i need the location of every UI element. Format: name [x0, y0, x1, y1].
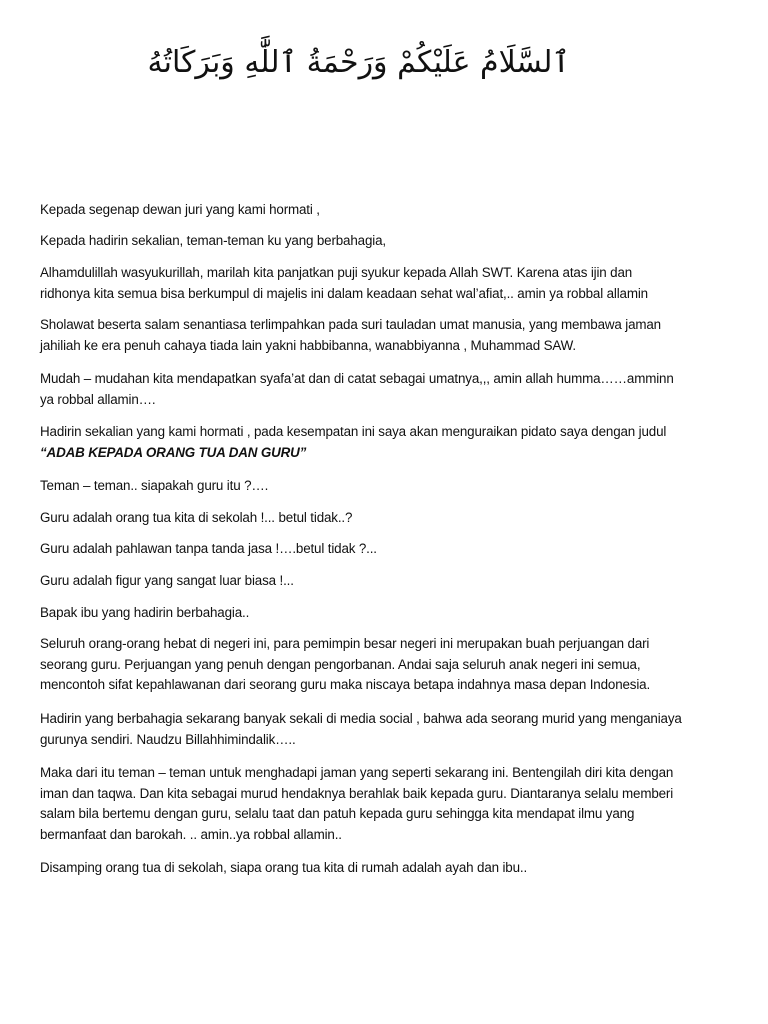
paragraph-parents-home	[40, 858, 740, 879]
text-line: Hadirin sekalian yang kami hormati , pada kesempatan ini saya akan menguraikan pidato saya dengan judul	[40, 424, 667, 439]
text-line: mencontoh sifat kepahlawanan dari seorang guru maka niscaya betapa indahnya masa depan Indonesia.	[40, 677, 651, 692]
text-line: seorang guru. Perjuangan yang penuh dengan pengorbanan. Andai saja seluruh anak negeri ini semua,	[40, 656, 641, 672]
text-line: Seluruh orang-orang hebat di negeri ini, para pemimpin besar negeri ini merupakan buah perjuangan dari	[40, 636, 650, 651]
text-line: Maka dari itu teman – teman untuk menghadapi jaman yang seperti sekarang ini. Bentengilah diri kita dengan	[40, 765, 674, 780]
paragraph-salutation-audience	[40, 231, 740, 252]
paragraph-sholawat	[40, 315, 740, 356]
text-line: Guru adalah pahlawan tanpa tanda jasa !….betul tidak ?...	[40, 541, 377, 556]
text-line: Kepada segenap dewan juri yang kami hormati ,	[40, 202, 320, 217]
paragraph-social-media	[40, 709, 740, 750]
text-line: Kepada hadirin sekalian, teman-teman ku yang berbahagia,	[40, 233, 386, 248]
paragraph-gratitude	[40, 263, 740, 304]
text-line: Sholawat beserta salam senantiasa terlimpahkan pada suri tauladan umat manusia, yang membawa jaman	[40, 317, 661, 332]
paragraph-guru-figure	[40, 571, 740, 592]
paragraph-guru-parent	[40, 508, 740, 529]
text-line: Disamping orang tua di sekolah, siapa orang tua kita di rumah adalah ayah dan ibu..	[40, 860, 528, 875]
paragraph-address	[40, 603, 740, 624]
paragraph-guru-hero	[40, 539, 740, 560]
text-line: iman dan taqwa. Dan kita sebagai murud hendaknya berahlak baik kepada guru. Diantaranya selalu memberi	[40, 785, 674, 801]
text-line: Teman – teman.. siapakah guru itu ?….	[40, 478, 269, 493]
text-line: Guru adalah figur yang sangat luar biasa !...	[40, 573, 294, 588]
text-line: Guru adalah orang tua kita di sekolah !... betul tidak..?	[40, 510, 353, 525]
paragraph-salutation-jury	[40, 200, 740, 221]
text-line: ridhonya kita semua bisa berkumpul di majelis ini dalam keadaan sehat wal’afiat,.. amin ya robbal allamin	[40, 285, 648, 301]
arabic-greeting-calligraphy: ٱلسَّلَامُ عَلَيْكُمْ وَرَحْمَةُ ٱللَّٰهِ وَبَرَكَاتُهُ	[147, 45, 570, 80]
text-line: salam bila bertemu dengan guru, selalu taat dan patuh kepada guru sehingga kita mendapat ilmu yang	[40, 806, 635, 821]
paragraph-question	[40, 476, 740, 497]
speech-title: “ADAB KEPADA ORANG TUA DAN GURU”	[40, 444, 307, 460]
paragraph-syafaat	[40, 369, 740, 410]
paragraph-speech-intro	[40, 422, 740, 463]
text-line: Bapak ibu yang hadirin berbahagia..	[40, 605, 250, 620]
paragraph-great-people	[40, 634, 740, 696]
text-line: Hadirin yang berbahagia sekarang banyak sekali di media social , bahwa ada seorang murid yang menganiaya	[40, 711, 682, 726]
paragraph-advice	[40, 763, 740, 845]
text-line: Alhamdulillah wasyukurillah, marilah kita panjatkan puji syukur kepada Allah SWT. Karena atas ijin dan	[40, 265, 633, 280]
text-line: bermanfaat dan barokah. .. amin..ya robbal allamin..	[40, 826, 342, 842]
text-line: gurunya sendiri. Naudzu Billahhimindalik…..	[40, 731, 296, 747]
text-line: ya robbal allamin….	[40, 391, 156, 407]
text-line: jahiliah ke era penuh cahaya tiada lain yakni habbibanna, wanabbiyanna , Muhammad SAW.	[40, 337, 576, 353]
text-line: Mudah – mudahan kita mendapatkan syafa’at dan di catat sebagai umatnya,,, amin allah humma……amminn	[40, 371, 674, 386]
